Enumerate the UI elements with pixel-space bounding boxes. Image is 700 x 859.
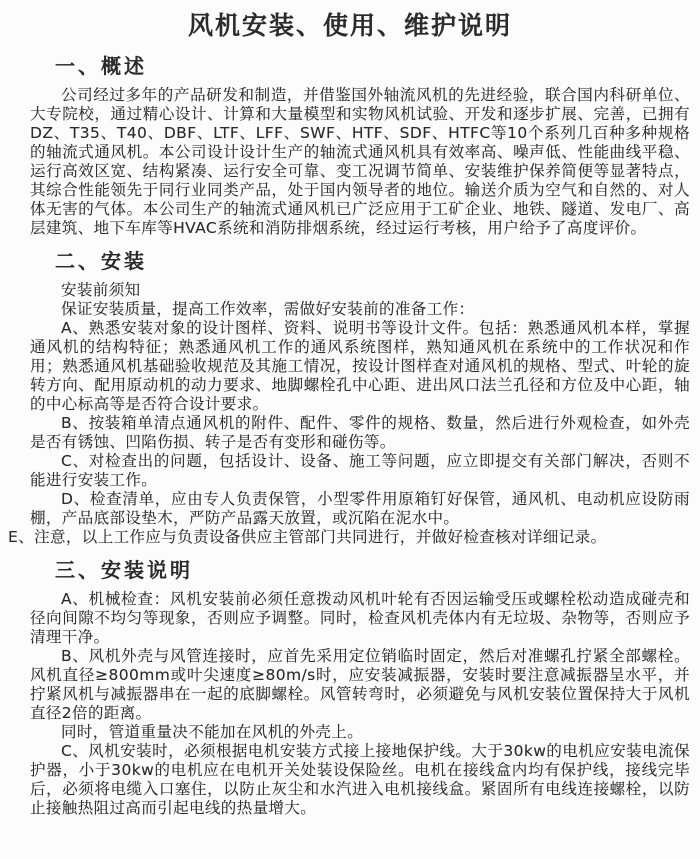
section-heading-overview: 一、概述 bbox=[55, 54, 147, 78]
install-item-b: B、按装箱单清点通风机的附件、配件、零件的规格、数量，然后进行外观检查，如外壳是否有锈蚀、凹陷伤损、转子是否有变形和碰伤等。 bbox=[30, 414, 690, 451]
document-title: 风机安装、使用、维护说明 bbox=[187, 11, 512, 40]
preparation-intro-line: 保证安装质量，提高工作效率，需做好安装前的准备工作： bbox=[61, 300, 475, 318]
install-item-a: A、熟悉安装对象的设计图样、资料、说明书等设计文件。包括：熟悉通风机本样，掌握通风机的结构特征；熟悉通风机工作的通风系统图样，熟知通风机在系统中的工作状况和作用；熟悉通风机基础验收规范及其施工情况，按设计图样查对通风机的规格、型式、叶轮的旋转方向、配用原动机的动力要求、地脚螺栓孔中心距、进出风口法兰孔径和方位及中心距，轴的中心标高等是否符合设计要求。 bbox=[30, 319, 690, 413]
instruction-item-b: B、风机外壳与风管连接时，应首先采用定位销临时固定，然后对准螺孔拧紧全部螺栓。风机直径≥800mm或叶尖速度≥80m/s时，应安装减振器，安装时要注意减振器呈水平，并拧紧风机与减振器串在一起的底脚螺栓。风管转弯时，必须避免与风机安装位置保持大于风机直径2倍的距离。 bbox=[30, 647, 690, 722]
section-heading-installation: 二、安装 bbox=[55, 249, 147, 273]
pre-install-notice-line: 安装前须知 bbox=[61, 281, 141, 299]
install-item-d: D、检查清单，应由专人负责保管，小型零件用原箱钉好保管，通风机、电动机应设防雨棚，产品底部设垫木，严防产品露天放置，或沉陷在泥水中。 bbox=[30, 490, 690, 527]
install-item-c: C、对检查出的问题，包括设计、设备、施工等问题，应立即提交有关部门解决，否则不能进行安装工作。 bbox=[30, 452, 690, 489]
instruction-item-a: A、机械检查：风机安装前必须任意拨动风机叶轮有否因运输受压或螺栓松动造成碰壳和径向间隙不均匀等现象，否则应予调整。同时，检查风机壳体内有无垃圾、杂物等，否则应予清理干净。 bbox=[30, 590, 690, 646]
instruction-item-c: C、风机安装时，必须根据电机安装方式接上接地保护线。大于30kw的电机应安装电流保护器，小于30kw的电机应在电机开关处装设保险丝。电机在接线盒内均有保护线，接线完毕后，必须将电缆入口塞住，以防止灰尘和水汽进入电机接线盒。紧固所有电线连接螺栓，以防止接触热阻过高而引起电线的热量增大。 bbox=[30, 742, 690, 817]
overview-paragraph: 公司经过多年的产品研发和制造，并借鉴国外轴流风机的先进经验，联合国内科研单位、大专院校，通过精心设计、计算和大量模型和实物风机试验、开发和逐步扩展、完善，已拥有DZ、T35、T40、DBF、LTF、LFF、SWF、HTF、SDF、HTFC等10个系列几百种多种规格的轴流式通风机。本公司设计设计生产的轴流式通风机具有效率高、噪声低、性能曲线平稳、运行高效区宽、结构紧凑、运行安全可靠、变工况调节简单、安装维护保养简便等显著特点，其综合性能领先于同行业同类产品，处于国内领导者的地位。输送介质为空气和自然的、对人体无害的气体。本公司生产的轴流式通风机已广泛应用于工矿企业、地铁、隧道、发电厂、高层建筑、地下车库等HVAC系统和消防排烟系统，经过运行考核，用户给予了高度评价。 bbox=[30, 86, 690, 237]
instruction-note-duct-weight: 同时，管道重量决不能加在风机的外壳上。 bbox=[61, 723, 364, 741]
section-heading-install-instructions: 三、安装说明 bbox=[55, 558, 193, 582]
install-item-e: E、注意，以上工作应与负责设备供应主管部门共同进行，并做好检查核对详细记录。 bbox=[8, 528, 607, 546]
